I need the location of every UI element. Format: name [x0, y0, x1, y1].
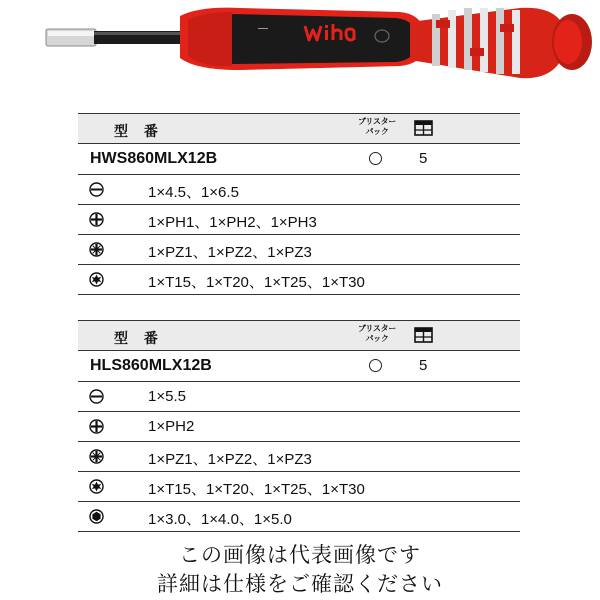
blister-pack-heading: ブリスター パック	[357, 117, 397, 136]
blister-available-mark	[369, 359, 382, 372]
table-row	[78, 412, 520, 442]
torx-bit-icon	[89, 272, 104, 287]
box-icon	[414, 120, 433, 136]
spec-table-1	[78, 113, 520, 295]
phillips-bit-icon	[89, 212, 104, 227]
table-row	[78, 442, 520, 472]
screwdriver-shaft	[46, 29, 182, 46]
bit-sizes: 1×T15、1×T20、1×T25、1×T30	[148, 274, 365, 291]
blister-available-mark	[369, 152, 382, 165]
model-name: HLS860MLX12B	[90, 357, 212, 374]
box-icon	[414, 327, 433, 343]
pozidriv-bit-icon	[89, 449, 104, 464]
model-number-heading: 型 番	[114, 123, 164, 139]
model-row	[78, 144, 520, 175]
bit-sizes: 1×3.0、1×4.0、1×5.0	[148, 511, 292, 528]
spec-table-2	[78, 320, 520, 532]
blister-pack-heading: ブリスター パック	[357, 324, 397, 343]
table-row	[78, 235, 520, 265]
representative-image-notice: この画像は代表画像です	[179, 543, 421, 567]
check-specifications-notice: 詳細は仕様をご確認ください	[157, 572, 443, 596]
box-quantity: 5	[419, 357, 428, 374]
product-image	[0, 0, 600, 112]
bit-sizes: 1×4.5、1×6.5	[148, 184, 239, 201]
model-row	[78, 351, 520, 382]
table-row	[78, 175, 520, 205]
torx-bit-icon	[89, 479, 104, 494]
model-name: HWS860MLX12B	[90, 150, 218, 167]
bit-sizes: 1×PH2	[148, 418, 195, 435]
bit-magazine	[410, 8, 592, 78]
box-quantity: 5	[419, 150, 428, 167]
screwdriver-handle	[180, 8, 424, 70]
bit-sizes: 1×PZ1、1×PZ2、1×PZ3	[148, 244, 312, 261]
table-row	[78, 382, 520, 412]
bit-sizes: 1×PH1、1×PH2、1×PH3	[148, 214, 317, 231]
pozidriv-bit-icon	[89, 242, 104, 257]
table-row	[78, 472, 520, 502]
handle-marking	[258, 28, 268, 29]
table-row	[78, 502, 520, 532]
phillips-bit-icon	[89, 419, 104, 434]
slotted-bit-icon	[89, 389, 104, 404]
table-header	[78, 320, 520, 351]
table-row	[78, 265, 520, 295]
slotted-bit-icon	[89, 182, 104, 197]
table-row	[78, 205, 520, 235]
model-number-heading: 型 番	[114, 330, 164, 346]
bit-sizes: 1×5.5	[148, 388, 186, 405]
table-header	[78, 113, 520, 144]
bit-sizes: 1×PZ1、1×PZ2、1×PZ3	[148, 451, 312, 468]
bit-sizes: 1×T15、1×T20、1×T25、1×T30	[148, 481, 365, 498]
hex-bit-icon	[89, 509, 104, 524]
